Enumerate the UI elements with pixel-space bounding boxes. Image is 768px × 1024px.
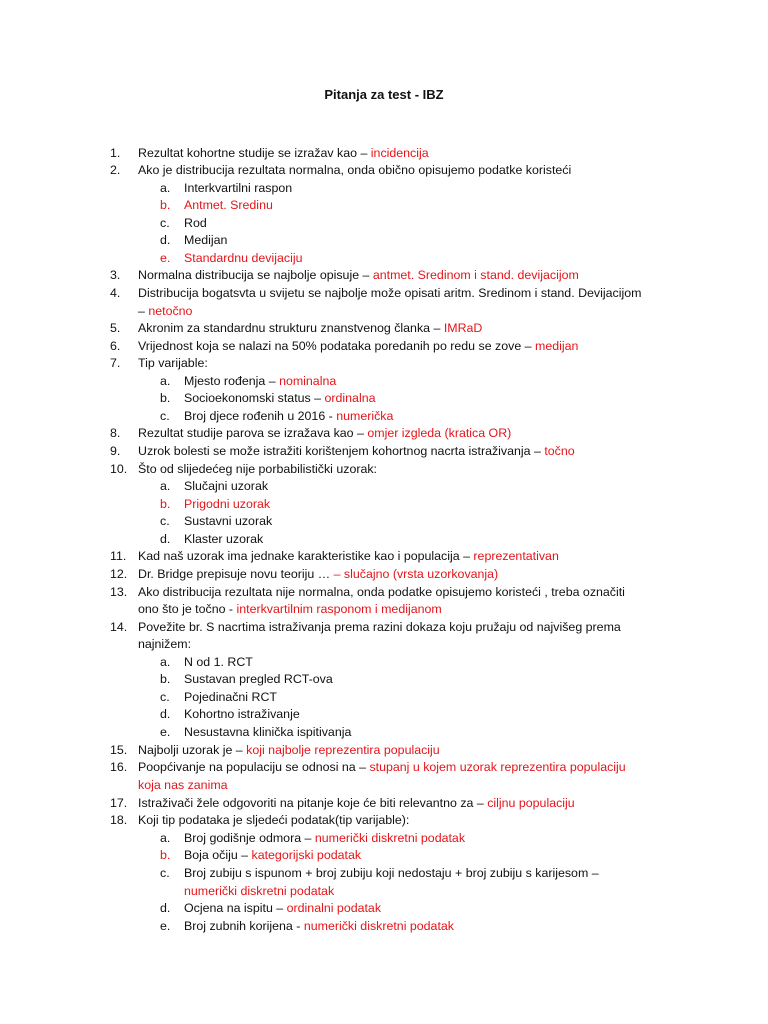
option-letter: b. — [160, 497, 171, 511]
question-number: 6. — [110, 339, 121, 353]
option-text: Interkvartilni raspon — [184, 181, 293, 195]
question-number: 9. — [110, 444, 121, 458]
option-letter: b. — [160, 391, 171, 405]
option-text: Broj zubiju s ispunom + broj zubiju koji nedostaju + broj zubiju s karijesom – — [184, 866, 599, 880]
question-number: 14. — [110, 620, 128, 634]
option-letter: a. — [160, 374, 171, 388]
question-number: 15. — [110, 743, 128, 757]
option-letter: b. — [160, 672, 171, 686]
answer-text: koja nas zanima — [138, 778, 228, 792]
option-letter: e. — [160, 919, 171, 933]
question-number: 5. — [110, 321, 121, 335]
answer-text: koji najbolje reprezentira populaciju — [246, 743, 440, 757]
option-text: Sustavan pregled RCT-ova — [184, 672, 333, 686]
question-text: Vrijednost koja se nalazi na 50% podataka poredanih po redu se zove – — [138, 339, 535, 353]
option-letter: d. — [160, 233, 171, 247]
question-text: Dr. Bridge prepisuje novu teoriju … — [138, 567, 334, 581]
answer-text: IMRaD — [443, 321, 483, 335]
answer-text: numerička — [336, 409, 394, 423]
question-number: 16. — [110, 760, 128, 774]
option-letter: a. — [160, 831, 171, 845]
answer-text: nominalna — [279, 374, 337, 388]
option-letter: c. — [160, 216, 170, 230]
option-text: Antmet. Sredinu — [184, 198, 273, 212]
answer-text: numerički diskretni podatak — [303, 919, 454, 933]
question-text: Uzrok bolesti se može istražiti korištenjem kohortnog nacrta istraživanja – — [138, 444, 545, 458]
option-text: Prigodni uzorak — [184, 497, 271, 511]
answer-text: ordinalni podatak — [286, 901, 382, 915]
option-letter: e. — [160, 725, 171, 739]
page-title: Pitanja za test - IBZ — [324, 87, 444, 102]
answer-text: ciljnu populaciju — [487, 796, 575, 810]
option-text: Broj zubnih korijena - — [184, 919, 304, 933]
option-letter: d. — [160, 901, 171, 915]
answer-text: reprezentativan — [473, 549, 559, 563]
question-text: Što od slijedećeg nije porbabilistički uzorak: — [138, 462, 377, 476]
answer-text: stupanj u kojem uzorak reprezentira populaciju — [369, 760, 626, 774]
answer-text: omjer izgleda (kratica OR) — [367, 426, 512, 440]
question-text: Najbolji uzorak je – — [138, 743, 247, 757]
question-number: 10. — [110, 462, 128, 476]
question-number: 1. — [110, 146, 121, 160]
answer-text: točno — [544, 444, 575, 458]
question-text: Ako je distribucija rezultata normalna, onda obično opisujemo podatke koristeći — [138, 163, 572, 177]
option-text: Boja očiju – — [184, 848, 252, 862]
question-number: 4. — [110, 286, 121, 300]
question-text: Koji tip podataka je sljedeći podatak(tip varijable): — [138, 813, 410, 827]
answer-text: numerički diskretni podatak — [184, 884, 335, 898]
question-number: 12. — [110, 567, 128, 581]
question-number: 8. — [110, 426, 121, 440]
option-letter: a. — [160, 655, 171, 669]
question-text: najnižem: — [138, 637, 192, 651]
question-text: Rezultat kohortne studije se izražav kao – — [138, 146, 371, 160]
option-text: Nesustavna klinička ispitivanja — [184, 725, 352, 739]
question-text: Normalna distribucija se najbolje opisuje – — [138, 268, 373, 282]
question-number: 7. — [110, 356, 121, 370]
answer-text: numerički diskretni podatak — [314, 831, 466, 845]
option-letter: c. — [160, 409, 170, 423]
question-number: 18. — [110, 813, 128, 827]
answer-text: ordinalna — [324, 391, 376, 405]
question-text: Istraživači žele odgovoriti na pitanje koje će biti relevantno za – — [138, 796, 488, 810]
option-letter: d. — [160, 707, 171, 721]
answer-text: netočno — [148, 304, 193, 318]
option-text: Pojedinačni RCT — [184, 690, 277, 704]
option-text: Medijan — [184, 233, 228, 247]
option-text: N od 1. RCT — [184, 655, 253, 669]
option-text: Klaster uzorak — [184, 532, 264, 546]
question-text: Kad naš uzorak ima jednake karakteristike kao i populacija – — [138, 549, 474, 563]
option-text: Broj djece rođenih u 2016 - — [184, 409, 337, 423]
option-letter: c. — [160, 690, 170, 704]
option-text: Slučajni uzorak — [184, 479, 269, 493]
option-text: Kohortno istraživanje — [184, 707, 300, 721]
option-letter: d. — [160, 532, 171, 546]
question-text: Ako distribucija rezultata nije normalna, onda podatke opisujemo koristeći , treba označiti — [138, 585, 625, 599]
question-text: Distribucija bogatsvta u svijetu se najbolje može opisati aritm. Sredinom i stand. Devijacijom — [138, 286, 642, 300]
answer-text: interkvartilnim rasponom i medijanom — [236, 602, 442, 616]
question-text: Poopćivanje na populaciju se odnosi na – — [138, 760, 370, 774]
answer-text: – slučajno (vrsta uzorkovanja) — [333, 567, 499, 581]
question-number: 11. — [110, 549, 127, 563]
question-number: 2. — [110, 163, 121, 177]
question-text: Tip varijable: — [138, 356, 208, 370]
question-text: ono što je točno - — [138, 602, 237, 616]
option-letter: e. — [160, 251, 171, 265]
option-letter: a. — [160, 181, 171, 195]
option-text: Standardnu devijaciju — [184, 251, 303, 265]
option-text: Broj godišnje odmora – — [184, 831, 315, 845]
question-text: Rezultat studije parova se izražava kao – — [138, 426, 368, 440]
answer-text: medijan — [535, 339, 579, 353]
question-number: 17. — [110, 796, 128, 810]
question-number: 13. — [110, 585, 128, 599]
option-letter: c. — [160, 866, 170, 880]
option-text: Ocjena na ispitu – — [184, 901, 287, 915]
answer-text: incidencija — [370, 146, 429, 160]
option-text: Rod — [184, 216, 207, 230]
option-letter: c. — [160, 514, 170, 528]
question-text: Akronim za standardnu strukturu znanstvenog članka – — [138, 321, 444, 335]
option-text: Mjesto rođenja – — [184, 374, 280, 388]
option-letter: b. — [160, 848, 171, 862]
question-text: Povežite br. S nacrtima istraživanja prema razini dokaza koju pružaju od najvišeg prema — [138, 620, 621, 634]
option-text: Socioekonomski status – — [184, 391, 325, 405]
answer-text: antmet. Sredinom i stand. devijacijom — [372, 268, 579, 282]
option-letter: a. — [160, 479, 171, 493]
question-text: – — [138, 304, 149, 318]
option-text: Sustavni uzorak — [184, 514, 273, 528]
answer-text: kategorijski podatak — [251, 848, 362, 862]
question-number: 3. — [110, 268, 121, 282]
option-letter: b. — [160, 198, 171, 212]
